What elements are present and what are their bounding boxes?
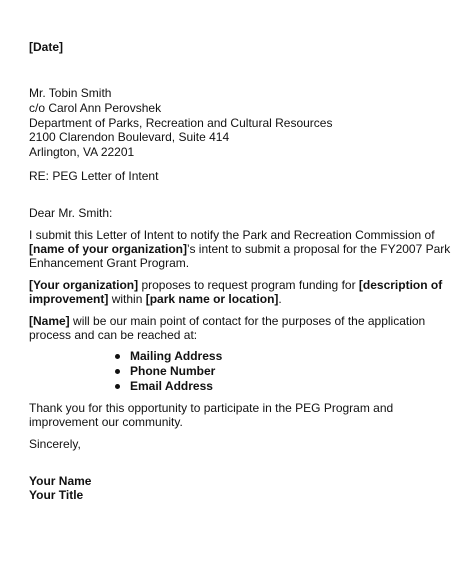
list-item: [112, 349, 222, 364]
paragraph-2-line-2: [29, 292, 282, 307]
signature-title: Your Title: [29, 488, 84, 502]
paragraph-4-line-1: Thank you for this opportunity to participate in the PEG Program and: [29, 401, 394, 415]
paragraph-1-line-2: [29, 242, 450, 257]
description-placeholder-end: improvement]: [29, 292, 109, 306]
contact-method-label: Phone Number: [130, 364, 216, 378]
list-item: [112, 364, 222, 379]
bullet-icon: [115, 369, 120, 374]
contact-method-label: Mailing Address: [130, 349, 223, 363]
paragraph-1-line-1: I submit this Letter of Intent to notify the Park and Recreation Commission of: [29, 228, 435, 242]
recipient-city: Arlington, VA 22201: [29, 145, 135, 159]
signature-name: Your Name: [29, 474, 92, 488]
salutation: Dear Mr. Smith:: [29, 206, 113, 220]
recipient-street: 2100 Clarendon Boulevard, Suite 414: [29, 130, 230, 144]
bullet-icon: [115, 354, 120, 359]
contact-name-placeholder: [Name]: [29, 314, 70, 328]
recipient-name: Mr. Tobin Smith: [29, 86, 112, 100]
paragraph-3-line-1-text: will be our main point of contact for the purposes of the application: [69, 314, 426, 328]
paragraph-4-line-2: improvement our community.: [29, 415, 183, 429]
paragraph-2-text-2: within: [108, 292, 146, 306]
paragraph-2-line-1: [29, 278, 442, 293]
bullet-icon: [115, 384, 120, 389]
park-name-placeholder: [park name or location]: [145, 292, 279, 306]
paragraph-3-line-1: [29, 314, 425, 329]
recipient-department: Department of Parks, Recreation and Cultural Resources: [29, 116, 333, 130]
contact-method-label: Email Address: [130, 379, 213, 393]
subject-line: RE: PEG Letter of Intent: [29, 169, 159, 183]
paragraph-2-text-1: proposes to request program funding for: [138, 278, 359, 292]
your-organization-placeholder: [Your organization]: [29, 278, 139, 292]
recipient-care-of: c/o Carol Ann Perovshek: [29, 101, 162, 115]
paragraph-3-line-2: process and can be reached at:: [29, 328, 198, 342]
paragraph-2-text-3: .: [278, 292, 282, 306]
closing: Sincerely,: [29, 437, 81, 451]
paragraph-1-line-2-text: ’s intent to submit a proposal for the FY2007 Park: [187, 242, 451, 256]
paragraph-1-line-3: Enhancement Grant Program.: [29, 256, 190, 270]
contact-methods-list: [112, 349, 222, 394]
date-placeholder: [Date]: [29, 40, 64, 54]
organization-name-placeholder: [name of your organization]: [29, 242, 188, 256]
description-placeholder-start: [description of: [358, 278, 443, 292]
list-item: [112, 379, 222, 394]
